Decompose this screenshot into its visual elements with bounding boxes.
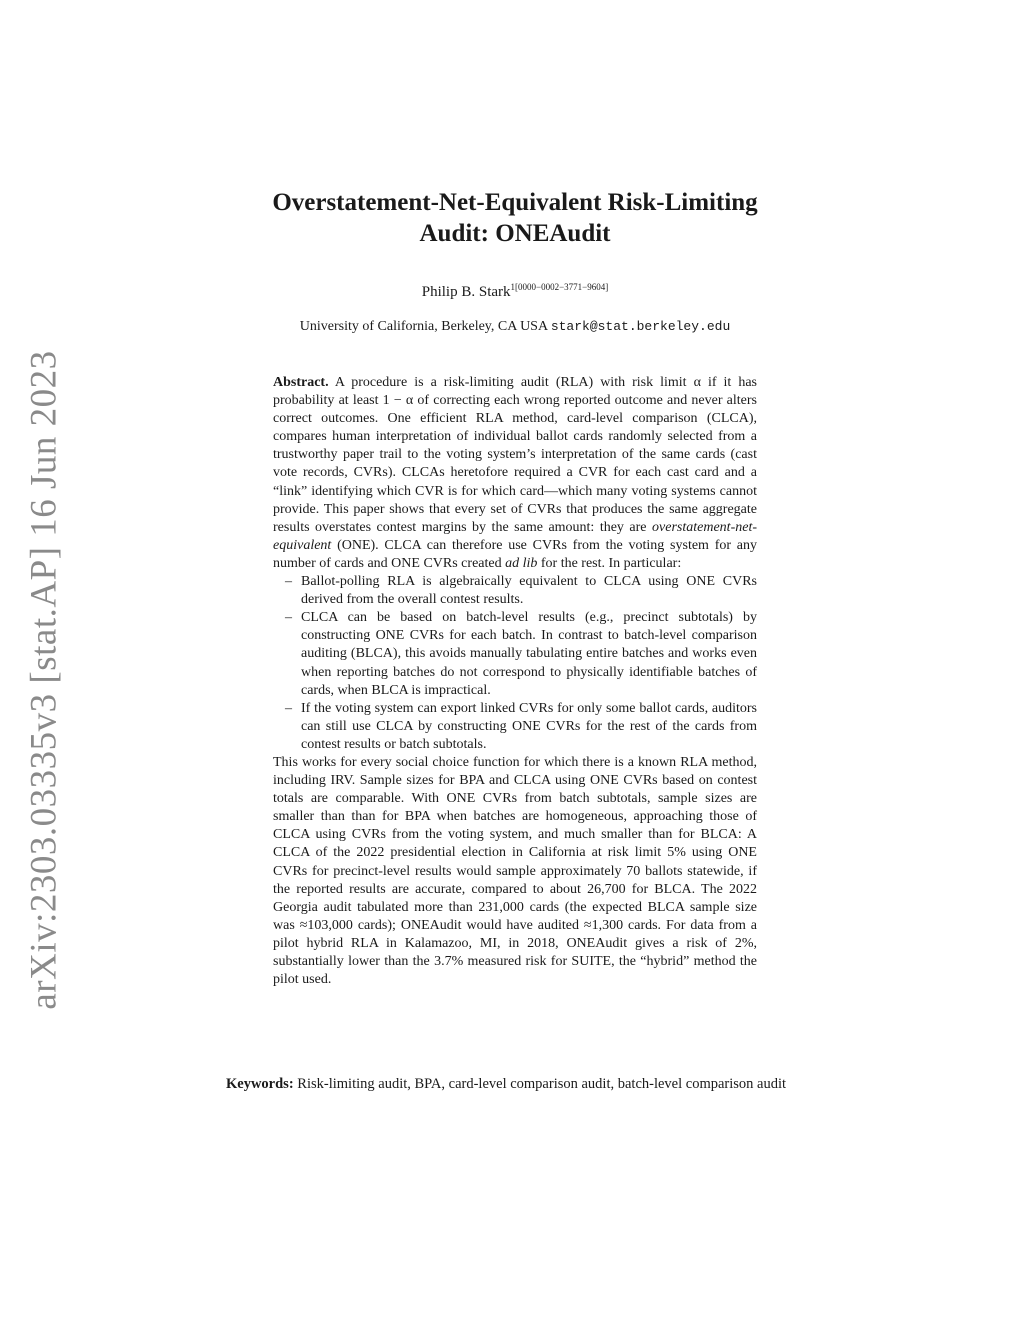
bullet-dash: – [285,574,292,590]
abstract-bullet-list [273,573,757,754]
paper-title [200,187,830,249]
author-line [200,284,830,301]
title-line-1: Overstatement-Net-Equivalent Risk-Limiting [272,189,758,216]
abstract-paragraph-2: This works for every social choice function for which there is a known RLA method, including IRV. Sample sizes for BPA and CLCA using ONE CVRs based on contest totals are comparable. With ONE CVRs from batch subtotals, sample sizes are smaller than than for BPA when batches are homogeneous, approaching those of CLCA using CVRs from the voting system, and much smaller than for BLCA: A CLCA of the 2022 presidential election in California at risk limit 5% using ONE CVRs for precinct-level results would sample approximately 70 ballots statewide, if the reported results are accurate, compared to about 26,700 for BLCA. The 2022 Georgia audit tabulated more than 231,000 cards (the expected BLCA sample size was ≈103,000 cards); ONEAudit would have audited ≈1,300 cards. For data from a pilot hybrid RLA in Kalamazoo, MI, in 2018, ONEAudit gives a risk of 2%, substantially lower than the 3.7% measured risk for SUITE, the “hybrid” method the pilot used. [273,754,757,988]
keywords [226,1075,806,1094]
keywords-label: Keywords: [226,1076,294,1092]
title-line-2: Audit: ONEAudit [419,220,611,247]
author-name: Philip B. Stark [421,284,511,300]
bullet-dash: – [285,610,292,626]
abstract-paragraph-1 [273,374,757,573]
affiliation: University of California, Berkeley, CA USA [299,319,548,334]
arxiv-identifier: arXiv:2303.03335v3 [stat.AP] 16 Jun 2023 [23,350,65,1010]
list-item [273,700,757,754]
bullet-dash: – [285,700,292,716]
list-item-text: CLCA can be based on batch-level results (e.g., precinct subtotals) by constructing ONE CVRs for each batch. In contrast to batch-level comparison auditing (BLCA), this avoids manually tabulating entire batches and works even when reporting batches do not correspond to physically identifiable batches of cards, when BLCA is impractical. [301,610,757,698]
abstract-text-a: A procedure is a risk-limiting audit (RLA) with risk limit α if it has probability at least 1 − α of correcting each wrong reported outcome and never alters correct outcomes. One efficient RLA method, card-level comparison (CLCA), compares human interpretation of individual ballot cards randomly selected from a trustworthy paper trail to the voting system’s interpretation of the same cards (cast vote records, CVRs). CLCAs heretofore required a CVR for each cast card and a “link” identifying which CVR is for which card—which many voting systems cannot provide. This paper shows that every set of CVRs that produces the same aggregate results overstates contest margins by the same amount: they are [273,375,757,535]
keywords-text: Risk-limiting audit, BPA, card-level comparison audit, batch-level comparison audit [293,1076,787,1092]
list-item [273,573,757,609]
abstract-label: Abstract. [273,375,329,390]
abstract [273,374,757,989]
affiliation-line [200,319,830,335]
list-item-text: If the voting system can export linked CVRs for only some ballot cards, auditors can still use CLCA by constructing ONE CVRs for the rest of the cards from contest results or batch subtotals. [301,700,757,752]
author-orcid: 1[0000−0002−3771−9604] [510,282,609,292]
abstract-term-one: overstatement-net-equivalent [273,519,757,553]
list-item-text: Ballot-polling RLA is algebraically equivalent to CLCA using ONE CVRs derived from the overall contest results. [301,574,757,608]
abstract-text-b: (ONE). CLCA can therefore use CVRs from the voting system for any number of cards and ONE CVRs created [273,537,757,571]
list-item [273,609,757,699]
abstract-text-c: for the rest. In particular: [537,555,682,571]
author-email: stark@stat.berkeley.edu [550,319,731,334]
arxiv-sidebar-stamp [16,350,72,1010]
abstract-term-adlib: ad lib [505,555,538,571]
